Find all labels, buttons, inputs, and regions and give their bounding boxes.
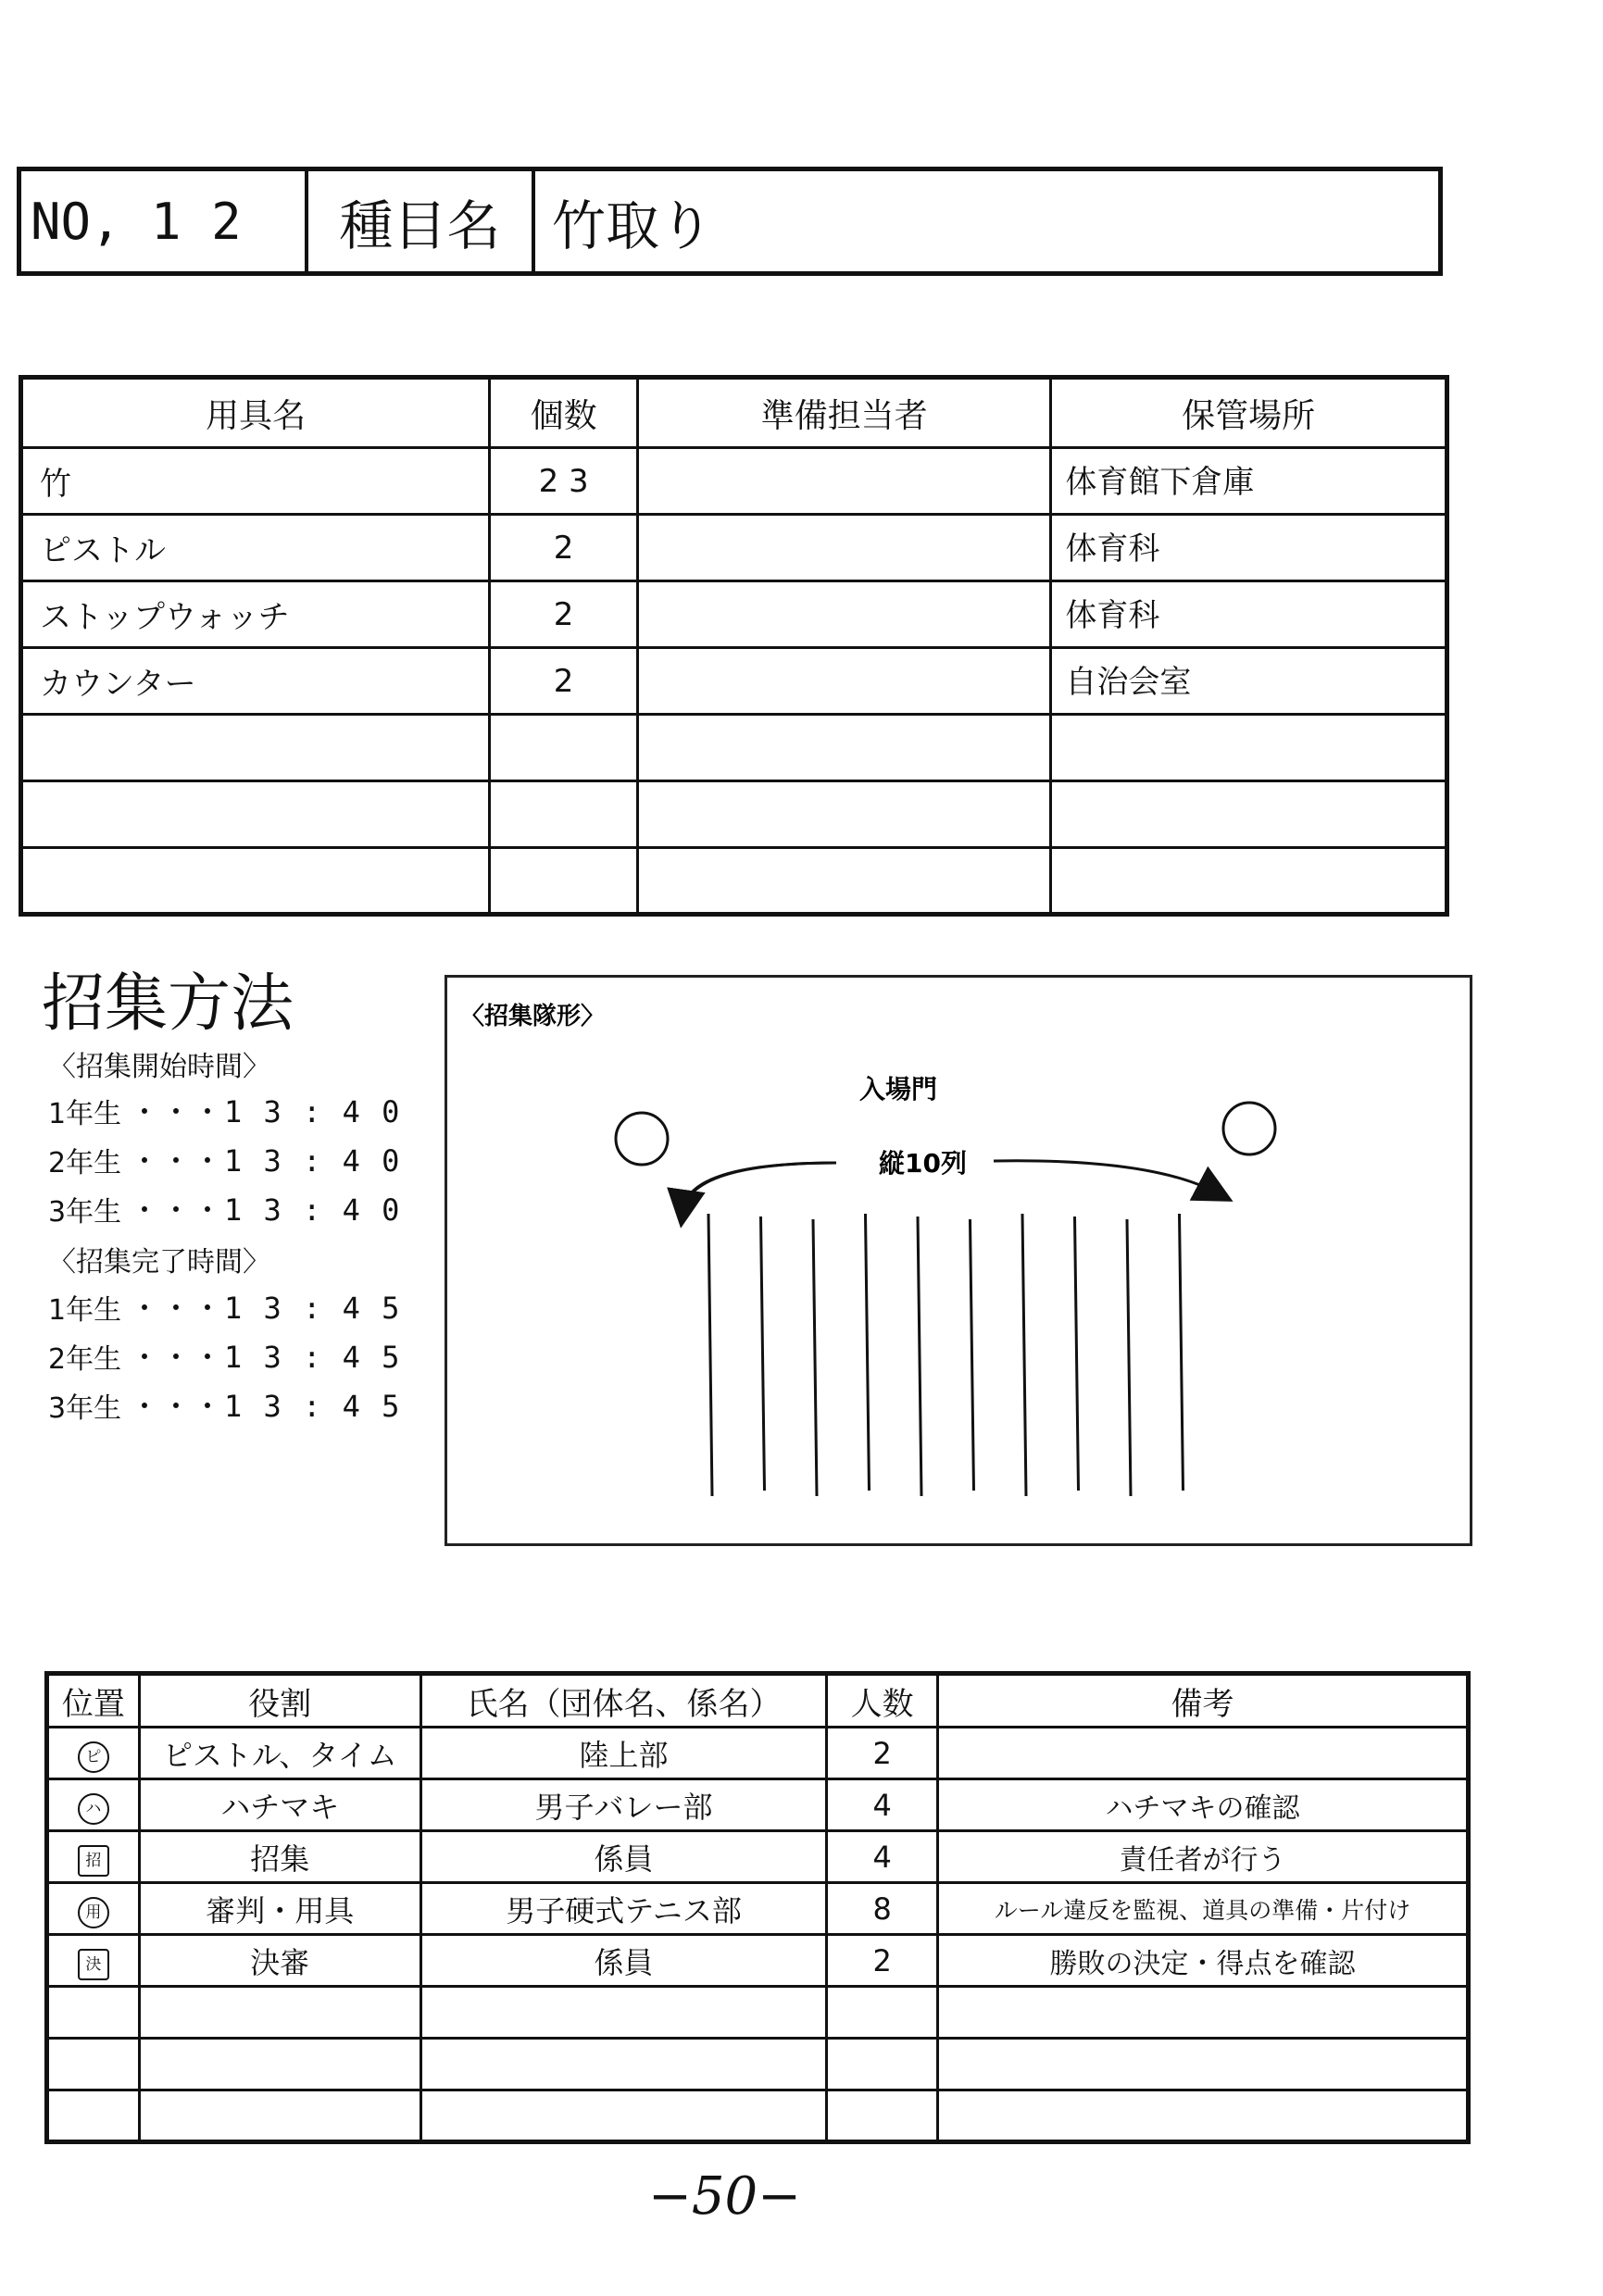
formation-columns: [708, 1214, 1183, 1496]
muster-time: ・・・1 3 : 4 5: [130, 1389, 402, 1424]
grade-label: 3年生: [48, 1392, 122, 1425]
staff-position: [47, 1987, 140, 2039]
equipment-table: [19, 375, 1449, 917]
table-row: [47, 1779, 1469, 1831]
staff-table: [44, 1671, 1471, 2144]
formation-column-line: [1180, 1214, 1183, 1491]
staff-note: [938, 2090, 1469, 2142]
staff-name: 男子バレー部: [420, 1779, 827, 1831]
equipment-item: ピストル: [21, 515, 490, 581]
start-time-heading: 〈招集開始時間〉: [48, 1051, 270, 1083]
table-row: [21, 515, 1447, 581]
equipment-person: [637, 648, 1050, 715]
position-marker: ハ: [78, 1793, 109, 1825]
column-header: 備考: [938, 1674, 1469, 1728]
equipment-person: [637, 515, 1050, 581]
formation-column-line: [708, 1214, 712, 1496]
staff-count: 2: [827, 1935, 938, 1987]
formation-column-line: [813, 1219, 817, 1496]
table-row: [21, 715, 1447, 781]
formation-column-line: [1127, 1219, 1131, 1496]
grade-label: 1年生: [48, 1294, 122, 1327]
staff-name: 陸上部: [420, 1728, 827, 1779]
muster-time: ・・・1 3 : 4 0: [130, 1192, 402, 1228]
staff-position: [47, 1831, 140, 1883]
arrow-right: [994, 1161, 1216, 1192]
grade-label: 2年生: [48, 1147, 122, 1179]
equipment-place: 自治会室: [1051, 648, 1447, 715]
column-header: 役割: [139, 1674, 420, 1728]
equipment-count: 2: [490, 581, 638, 648]
table-row: [47, 1987, 1469, 2039]
equipment-place: [1051, 848, 1447, 915]
table-row: [21, 848, 1447, 915]
staff-name: [420, 2039, 827, 2090]
equipment-person: [637, 448, 1050, 515]
staff-role: [139, 1987, 420, 2039]
staff-count: [827, 2039, 938, 2090]
end-time-heading: 〈招集完了時間〉: [48, 1246, 270, 1279]
equipment-count: 2: [490, 515, 638, 581]
staff-count: 8: [827, 1883, 938, 1935]
muster-time: ・・・1 3 : 4 0: [130, 1094, 402, 1129]
staff-count: 4: [827, 1831, 938, 1883]
column-header: 個数: [490, 378, 638, 448]
staff-count: [827, 1987, 938, 2039]
column-header: 用具名: [21, 378, 490, 448]
arrow-left-curve: [683, 1163, 836, 1207]
formation-column-line: [1075, 1217, 1079, 1491]
equipment-item: [21, 781, 490, 848]
page-number: −50−: [648, 2166, 802, 2227]
staff-count: 2: [827, 1728, 938, 1779]
table-row: [21, 448, 1447, 515]
table-row: [21, 781, 1447, 848]
column-header: 準備担当者: [637, 378, 1050, 448]
table-row: [47, 1831, 1469, 1883]
table-row: [21, 581, 1447, 648]
equipment-place: [1051, 715, 1447, 781]
staff-position: [47, 1883, 140, 1935]
staff-name: 男子硬式テニス部: [420, 1883, 827, 1935]
grade-label: 2年生: [48, 1343, 122, 1376]
muster-time: ・・・1 3 : 4 0: [130, 1143, 402, 1179]
table-row: [21, 648, 1447, 715]
muster-time: ・・・1 3 : 4 5: [130, 1340, 402, 1375]
column-header: 保管場所: [1051, 378, 1447, 448]
equipment-person: [637, 715, 1050, 781]
staff-position: [47, 2039, 140, 2090]
staff-note: [938, 2039, 1469, 2090]
equipment-place: 体育館下倉庫: [1051, 448, 1447, 515]
gate-post-left: [616, 1113, 668, 1165]
position-marker: 招: [78, 1845, 109, 1877]
staff-note: [938, 1987, 1469, 2039]
staff-note: 責任者が行う: [938, 1831, 1469, 1883]
equipment-count: [490, 848, 638, 915]
position-marker: 用: [78, 1897, 109, 1928]
formation-column-line: [918, 1217, 921, 1496]
staff-role: 審判・用具: [139, 1883, 420, 1935]
event-header: [17, 167, 1443, 276]
staff-header-row: [47, 1674, 1469, 1728]
event-name: 竹取り: [552, 194, 714, 257]
event-name-label: 種目名: [308, 171, 535, 271]
equipment-person: [637, 581, 1050, 648]
equipment-count: [490, 781, 638, 848]
position-marker: 決: [78, 1949, 109, 1980]
arrow-left: [683, 1163, 836, 1209]
equipment-count: 2 3: [490, 448, 638, 515]
staff-position: [47, 1779, 140, 1831]
formation-column-line: [866, 1214, 870, 1491]
grade-label: 1年生: [48, 1098, 122, 1130]
staff-count: 4: [827, 1779, 938, 1831]
table-row: [47, 2039, 1469, 2090]
staff-note: ルール違反を監視、道具の準備・片付け: [938, 1883, 1469, 1935]
equipment-place: 体育科: [1051, 515, 1447, 581]
muster-title: 招集方法: [42, 967, 294, 1041]
equipment-item: ストップウォッチ: [21, 581, 490, 648]
equipment-item: [21, 715, 490, 781]
formation-svg: [447, 978, 1475, 1549]
column-header: 位置: [47, 1674, 140, 1728]
equipment-person: [637, 781, 1050, 848]
table-row: [47, 1883, 1469, 1935]
table-row: [47, 1935, 1469, 1987]
staff-role: 決審: [139, 1935, 420, 1987]
equipment-item: 竹: [21, 448, 490, 515]
gate-post-right: [1223, 1103, 1275, 1154]
table-row: [47, 2090, 1469, 2142]
staff-name: 係員: [420, 1831, 827, 1883]
staff-note: 勝敗の決定・得点を確認: [938, 1935, 1469, 1987]
event-number: NO, 1 2: [21, 171, 308, 271]
staff-position: [47, 1935, 140, 1987]
staff-note: [938, 1728, 1469, 1779]
table-row: [47, 1728, 1469, 1779]
equipment-person: [637, 848, 1050, 915]
grade-label: 3年生: [48, 1196, 122, 1229]
equipment-place: 体育科: [1051, 581, 1447, 648]
staff-role: 招集: [139, 1831, 420, 1883]
staff-role: [139, 2090, 420, 2142]
gate-label: 入場門: [859, 1074, 938, 1104]
equipment-header-row: [21, 378, 1447, 448]
staff-name: 係員: [420, 1935, 827, 1987]
formation-column-line: [971, 1219, 974, 1491]
columns-label: 縦10列: [879, 1148, 967, 1179]
staff-name: [420, 2090, 827, 2142]
staff-role: ピストル、タイム: [139, 1728, 420, 1779]
column-header: 人数: [827, 1674, 938, 1728]
equipment-place: [1051, 781, 1447, 848]
column-header: 氏名（団体名、係名）: [420, 1674, 827, 1728]
staff-position: [47, 2090, 140, 2142]
equipment-count: [490, 715, 638, 781]
formation-diagram: [445, 975, 1472, 1546]
equipment-count: 2: [490, 648, 638, 715]
staff-role: [139, 2039, 420, 2090]
formation-column-line: [761, 1217, 765, 1491]
equipment-item: カウンター: [21, 648, 490, 715]
staff-name: [420, 1987, 827, 2039]
staff-count: [827, 2090, 938, 2142]
formation-heading: 〈招集隊形〉: [460, 1003, 606, 1030]
muster-time: ・・・1 3 : 4 5: [130, 1291, 402, 1326]
staff-note: ハチマキの確認: [938, 1779, 1469, 1831]
equipment-item: [21, 848, 490, 915]
formation-column-line: [1022, 1214, 1026, 1496]
staff-role: ハチマキ: [139, 1779, 420, 1831]
position-marker: ピ: [78, 1741, 109, 1773]
staff-position: [47, 1728, 140, 1779]
